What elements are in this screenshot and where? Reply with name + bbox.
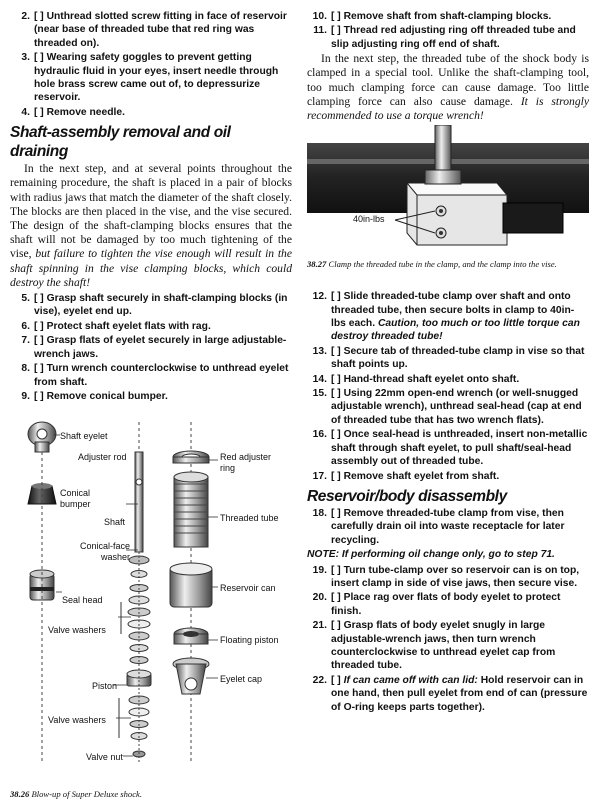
step-16: 16. [ ] Once seal-head is unthreaded, insert non-metallic shaft through shaft eyelet, to pull shaft/seal-head assembly out of threaded tube.	[312, 429, 588, 468]
label-valve-washers-upper: Valve washers	[48, 625, 106, 635]
label-eyelet-cap: Eyelet cap	[220, 674, 263, 684]
label-threaded-tube: Threaded tube	[220, 513, 279, 523]
label-piston: Piston	[92, 681, 118, 691]
step-5: 5. [ ] Grasp shaft securely in shaft-clamping blocks (in vise), eyelet end up.	[21, 293, 288, 318]
label-seal-head: Seal head	[62, 595, 103, 605]
floating-piston-icon	[174, 628, 208, 644]
label-shaft: Shaft	[104, 517, 126, 527]
shaft-icon	[135, 452, 143, 552]
eyelet-cap-icon	[173, 658, 209, 694]
red-adjuster-ring-icon	[173, 451, 209, 463]
step-3: 3. [ ] Wearing safety goggles to prevent getting hydraulic fluid in your eyes, insert needle through hole brass screw came out of, to depressurize reservoir.	[21, 52, 279, 104]
figure-caption-left: 38.26 Blow-up of Super Deluxe shock.	[10, 789, 142, 799]
step-18: 18. [ ] Remove threaded-tube clamp from vise, then carefully drain oil into waste receptacle for later recycling.	[312, 507, 565, 546]
figure-38-26	[8, 402, 298, 807]
label-reservoir-can: Reservoir can	[220, 583, 276, 593]
step-13: 13. [ ] Secure tab of threaded-tube clamp in vise so that shaft points up.	[312, 345, 585, 371]
reservoir-can-icon	[170, 563, 212, 607]
section-heading-reservoir: Reservoir/body disassembly	[307, 487, 507, 505]
right-column	[307, 10, 589, 715]
label-floating-piston: Floating piston	[220, 635, 279, 645]
clamp-intro-paragraph: In the next step, the threaded tube of the shock body is clamped in a special tool. Unlike the shaft-clamping tool, too much clamping force can cause damage. Too little clamping force can also cause damage. It is strongly recommended to use a torque wrench!	[307, 52, 589, 123]
step-7: 7. [ ] Grasp flats of eyelet securely in large adjustable-wrench jaws.	[21, 335, 287, 360]
step-2: 2. [ ] Unthread slotted screw fitting in face of reservoir (near base of threaded tube that red ring was threaded on).	[21, 11, 287, 49]
step-9: 9. [ ] Remove conical bumper.	[21, 390, 168, 402]
step-17: 17. [ ] Remove shaft eyelet from shaft.	[312, 470, 500, 482]
step-21: 21. [ ] Grasp flats of body eyelet snugly in large adjustable-wrench jaws, then turn wrench counterclockwise to unthread eyelet cap from threaded tube.	[312, 620, 556, 672]
shaft-eyelet-icon	[28, 422, 56, 452]
step-10: 10. [ ] Remove shaft from shaft-clamping blocks.	[312, 11, 552, 22]
section-heading-shaft-assembly: Shaft-assembly removal and oil draining	[10, 124, 231, 161]
threaded-tube-icon	[174, 472, 208, 547]
label-shaft-eyelet: Shaft eyelet	[60, 431, 108, 441]
figure-caption-right: 38.27 Clamp the threaded tube in the clamp, and the clamp into the vise.	[307, 259, 557, 270]
label-conical-bumper: Conical bumper	[60, 488, 91, 509]
section-intro-paragraph: In the next step, and at several points throughout the remaining procedure, the shaft is placed in a pair of blocks with radius jaws that match the diameter of the shaft closely. The blocks are then placed in the vise, and the vise secured. The design of the shaft-clamping blocks ensures that the shaft will not be damaged by too much tightening of the vise, but failure to tighten the vise enough will result in the shaft spinning in the vise clamping blocks, which could destroy the shaft!	[10, 162, 292, 289]
label-valve-washers-lower: Valve washers	[48, 715, 106, 725]
label-conical-face-washer: Conical-face washer	[79, 541, 130, 562]
oil-change-note: NOTE: If performing oil change only, go to step 71.	[307, 549, 555, 561]
step-6: 6. [ ] Protect shaft eyelet flats with rag.	[21, 320, 211, 332]
label-adjuster-rod: Adjuster rod	[78, 452, 127, 462]
label-red-adjuster-ring: Red adjuster ring	[220, 452, 272, 473]
label-valve-nut: Valve nut	[86, 752, 123, 762]
step-19: 19. [ ] Turn tube-clamp over so reservoir can is on top, insert clamp in side of vise jaws, then secure vise.	[312, 564, 580, 589]
step-15: 15. [ ] Using 22mm open-end wrench (or well-snugged adjustable wrench), unthread seal-head (cap at end of threaded tube that has two wrench flats).	[312, 388, 582, 426]
step-14: 14. [ ] Hand-thread shaft eyelet onto shaft.	[312, 373, 520, 385]
figure-38-27	[307, 125, 589, 290]
step-11: 11. [ ] Thread red adjusting ring off threaded tube and slip adjusting ring off end of shaft.	[313, 25, 576, 50]
step-4: 4. [ ] Remove needle.	[21, 106, 125, 118]
step-22: 22. [ ] If can came off with can lid: Hold reservoir can in one hand, then pull eyelet from end of can (pressure of O-ring keeps parts together).	[312, 674, 588, 713]
step-8: 8. [ ] Turn wrench counterclockwise to unthread eyelet from shaft.	[21, 363, 289, 388]
torque-label: 40in-lbs	[353, 214, 385, 225]
shaft-rod-icon	[435, 125, 451, 175]
step-12: 12. [ ] Slide threaded-tube clamp over shaft and onto threaded tube, then secure bolts in clamp to 40in-lbs each. Caution, too much or too little torque can destroy threaded tube!	[312, 291, 580, 343]
threaded-tube-clamp-diagram	[307, 125, 589, 265]
left-column	[10, 10, 292, 404]
step-20: 20. [ ] Place rag over flats of body eyelet to protect finish.	[312, 592, 561, 617]
